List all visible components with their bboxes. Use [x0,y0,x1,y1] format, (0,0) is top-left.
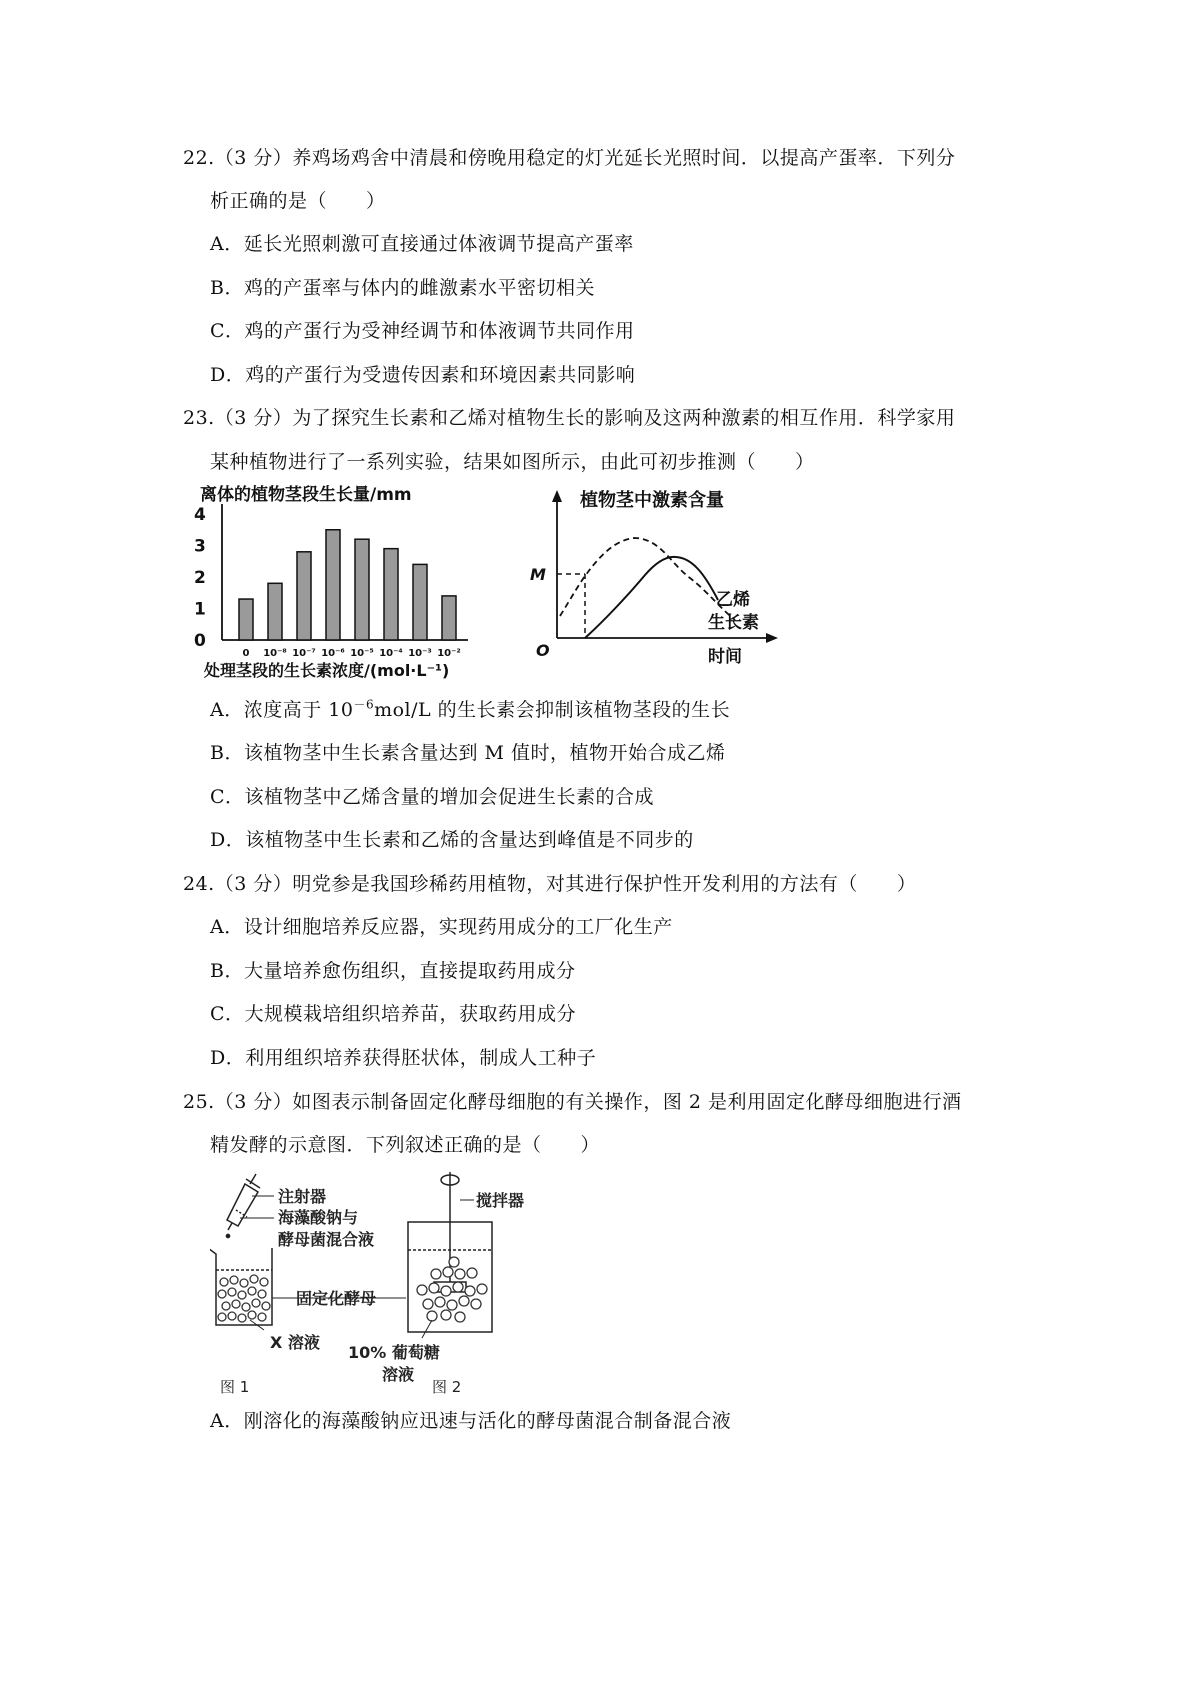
line-chart-x-arrow [766,633,778,643]
q23-option-a-post: mol/L 的生长素会抑制该植物茎段的生长 [374,699,731,721]
yeast-bead [417,1285,427,1295]
figure-2-label: 图 2 [432,1378,462,1396]
hormone-line-chart [530,478,790,693]
q25-stem-line2: 精发酵的示意图．下列叙述正确的是（ ） [210,1134,601,1156]
bar-chart-bar [326,530,340,640]
bar-chart-bar [355,539,369,640]
yeast-bead [240,1279,248,1287]
bar-chart-title: 离体的植物茎段生长量/mm [200,485,412,505]
yeast-bead [248,1311,256,1319]
bar-chart-bar [413,564,427,640]
q24-option-d: D．利用组织培养获得胚状体，制成人工种子 [210,1047,597,1069]
yeast-bead [429,1283,439,1293]
syringe-label: 注射器 [278,1187,327,1206]
yeast-bead [262,1302,270,1310]
yeast-bead [441,1286,451,1296]
q23-option-d: D．该植物茎中生长素和乙烯的含量达到峰值是不同步的 [210,829,694,851]
yeast-bead [459,1296,469,1306]
yeast-bead [455,1269,465,1279]
q25-option-a: A．刚溶化的海藻酸钠应迅速与活化的酵母菌混合制备混合液 [210,1410,732,1432]
yeast-bead [471,1299,481,1309]
q23-option-a-pre: A．浓度高于 10 [210,699,354,721]
yeast-bead [258,1313,266,1321]
bar-chart-x-tick: 10⁻⁵ [350,648,374,659]
q22-option-b: B．鸡的产蛋率与体内的雌激素水平密切相关 [210,277,595,299]
q23-option-c: C．该植物茎中乙烯含量的增加会促进生长素的合成 [210,786,655,808]
yeast-bead [427,1311,437,1321]
yeast-bead [467,1268,477,1278]
fixed-yeast-label: 固定化酵母 [296,1289,377,1308]
line-chart-y-arrow [552,490,562,502]
glucose-label-line1: 10% 葡萄糖 [348,1343,440,1362]
ethylene-label: 乙烯 [716,590,750,610]
yeast-bead [230,1276,238,1284]
line-chart-m-label: M [530,565,546,584]
yeast-bead [238,1314,246,1322]
yeast-bead [453,1282,463,1292]
q24-option-b: B．大量培养愈伤组织，直接提取药用成分 [210,960,576,982]
yeast-bead [218,1313,226,1321]
yeast-bead [443,1267,453,1277]
yeast-bead [447,1300,457,1310]
q24-option-c: C．大规模栽培组织培养苗，获取药用成分 [210,1003,577,1025]
bar-chart-x-tick: 10⁻⁶ [321,648,345,659]
q23-stem-line2: 某种植物进行了一系列实验，结果如图所示，由此可初步推测（ ） [210,451,815,473]
auxin-curve [560,538,735,620]
growth-bar-chart [190,478,490,693]
bar-chart-y-tick: 0 [194,631,206,651]
yeast-bead [449,1257,459,1267]
bar-chart-y-tick: 2 [194,568,206,588]
bar-chart-bar [239,599,253,640]
bar-chart-bar [268,583,282,640]
line-chart-origin: O [536,641,550,660]
yeast-bead [220,1278,228,1286]
yeast-bead [455,1312,465,1322]
q23-stem-line1: 23.（3 分）为了探究生长素和乙烯对植物生长的影响及这两种激素的相互作用．科学家用 [183,407,956,429]
yeast-bead [242,1303,250,1311]
q23-option-b: B．该植物茎中生长素含量达到 M 值时，植物开始合成乙烯 [210,742,726,764]
stirrer-label: 搅拌器 [476,1191,525,1210]
x-solution-label: X 溶液 [270,1333,320,1352]
yeast-bead [423,1299,433,1309]
bar-chart-x-tick: 10⁻⁷ [292,648,316,659]
yeast-bead [250,1275,258,1283]
q25-stem-line1: 25.（3 分）如图表示制备固定化酵母细胞的有关操作，图 2 是利用固定化酵母细胞进行酒 [183,1091,962,1113]
yeast-bead [228,1288,236,1296]
q22-option-c: C．鸡的产蛋行为受神经调节和体液调节共同作用 [210,320,635,342]
bar-chart-x-tick: 10⁻⁴ [379,648,403,659]
yeast-bead [477,1284,487,1294]
q24-option-a: A．设计细胞培养反应器，实现药用成分的工厂化生产 [210,916,673,938]
bar-chart-x-tick: 10⁻⁸ [263,648,287,659]
q22-stem-line1: 22.（3 分）养鸡场鸡舍中清晨和傍晚用稳定的灯光延长光照时间．以提高产蛋率．下列分 [183,147,956,169]
bar-chart-y-tick: 3 [194,536,206,557]
yeast-bead [222,1302,230,1310]
bar-chart-x-label: 处理茎段的生长素浓度/(mol·L⁻¹) [204,661,450,680]
yeast-bead [252,1299,260,1307]
line-chart-x-label: 时间 [708,647,742,667]
auxin-label: 生长素 [708,613,759,633]
glucose-leader [422,1320,432,1338]
yeast-bead [232,1300,240,1308]
q22-option-d: D．鸡的产蛋行为受遗传因素和环境因素共同影响 [210,364,636,386]
yeast-bead [441,1310,451,1320]
yeast-bead [435,1297,445,1307]
yeast-bead [431,1269,441,1279]
yeast-bead [218,1290,226,1298]
yeast-bead [248,1287,256,1295]
q24-stem-line1: 24.（3 分）明党参是我国珍稀药用植物，对其进行保护性开发利用的方法有（ ） [183,873,917,895]
q23-option-a-exponent: －6 [353,697,375,712]
bar-chart-x-tick: 10⁻³ [408,648,432,659]
bar-chart-bar [442,596,456,640]
bar-chart-y-tick: 1 [194,599,206,620]
yeast-immobilization-figure [210,1170,590,1402]
yeast-bead [465,1286,475,1296]
bar-chart-bar [297,552,311,640]
yeast-beads-1 [218,1275,270,1322]
yeast-bead [258,1290,266,1298]
bar-chart-y-tick: 4 [194,505,206,525]
yeast-bead [228,1312,236,1320]
glucose-label-line2: 溶液 [382,1365,415,1384]
q22-option-a: A．延长光照刺激可直接通过体液调节提高产蛋率 [210,233,634,255]
q23-option-a [210,698,730,722]
line-chart-title: 植物茎中激素含量 [580,490,724,511]
yeast-bead [260,1278,268,1286]
q22-stem-line2: 析正确的是（ ） [210,190,386,212]
yeast-bead [238,1291,246,1299]
bar-chart-bar [384,549,398,640]
figure-1-label: 图 1 [220,1378,250,1396]
bar-chart-x-tick: 0 [242,648,250,659]
ethylene-curve [585,557,718,638]
bar-chart-x-tick: 10⁻² [437,648,461,659]
mix-label-line2: 酵母菌混合液 [278,1230,375,1249]
mix-label-line1: 海藻酸钠与 [278,1208,359,1227]
syringe-icon [226,1174,260,1238]
